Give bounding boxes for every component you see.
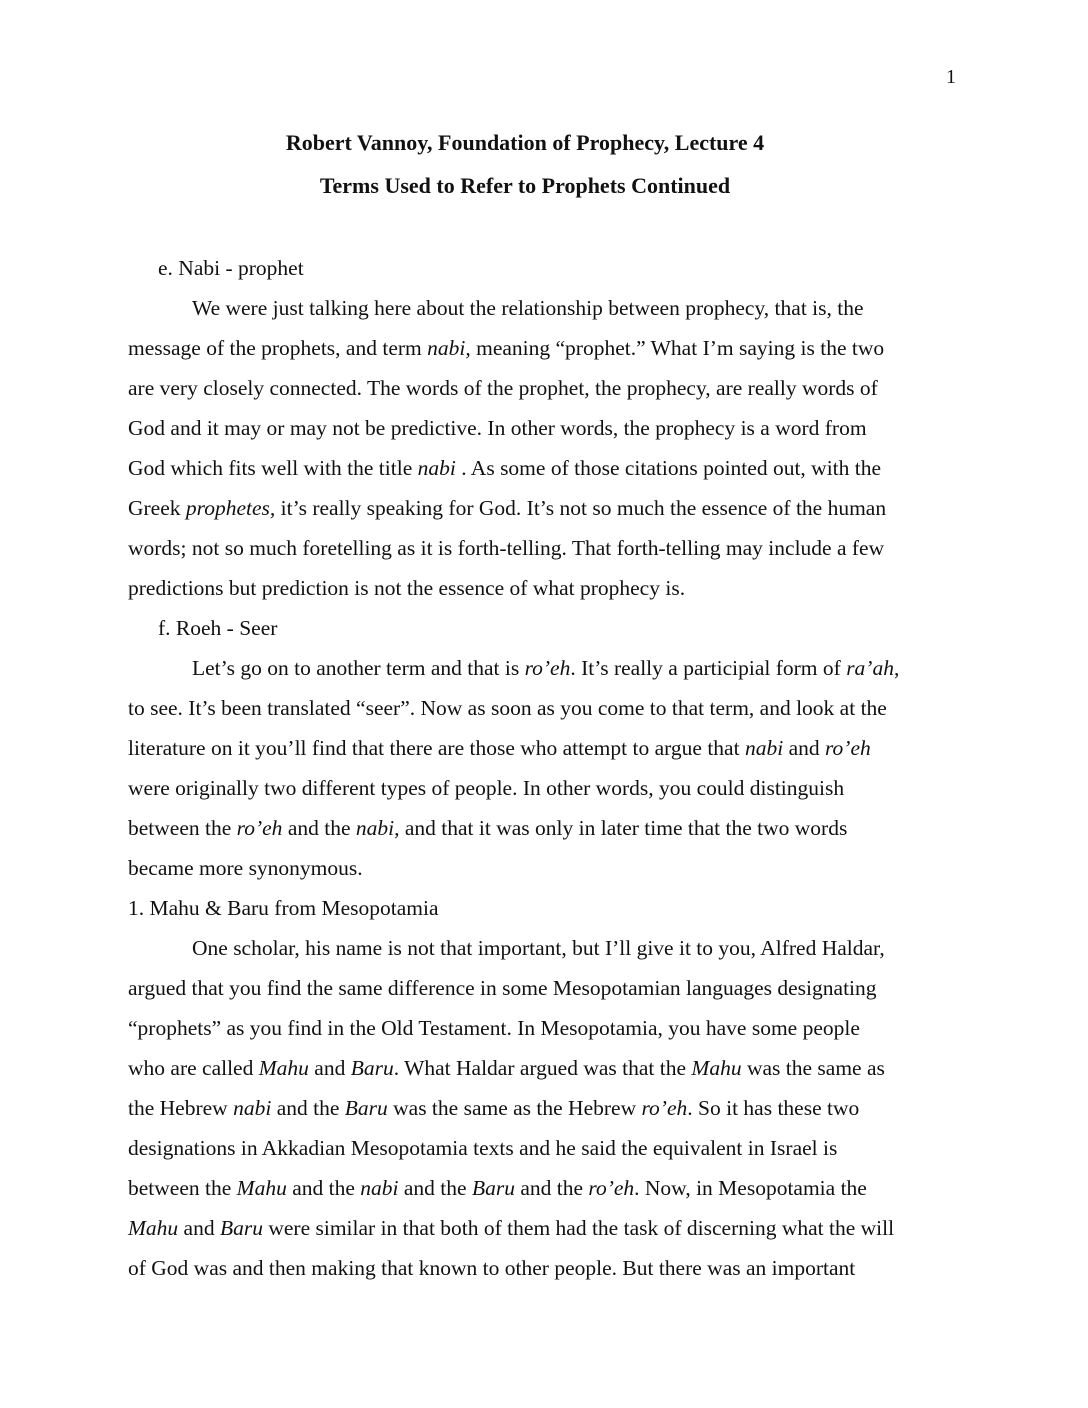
italic-term: prophetes, [185,496,276,520]
text-segment: meaning “prophet.” What I’m saying is the two [470,336,885,360]
text-line [128,694,968,734]
text-segment: . It’s really a participial form of [570,656,847,680]
document-body [128,254,968,1294]
text-segment: were originally two different types of people. In other words, you could distinguish [128,776,845,800]
text-segment: and [178,1216,220,1240]
italic-term: ra’ah [846,656,894,680]
section-heading [128,894,968,934]
text-line [128,334,968,374]
document-title: Robert Vannoy, Foundation of Prophecy, Lecture 4 [285,130,765,155]
text-segment: 1. Mahu & Baru from Mesopotamia [128,896,439,920]
italic-term: Mahu [236,1176,287,1200]
text-line [128,374,968,414]
text-segment: and [308,1056,351,1080]
text-segment: between the [128,1176,237,1200]
italic-term: Baru [219,1216,263,1240]
text-segment: are very closely connected. The words of the prophet, the prophecy, are really words of [128,376,878,400]
section-heading [128,614,968,654]
text-segment: was the same as [741,1056,885,1080]
text-segment: , [893,656,900,680]
text-segment: argued that you find the same difference in some Mesopotamian languages designating [128,976,877,1000]
text-segment: of God was and then making that known to other people. But there was an important [128,1256,856,1280]
italic-term: nabi, [355,816,400,840]
text-line [128,854,968,894]
text-segment: and the [271,1096,345,1120]
text-segment: and the [398,1176,472,1200]
text-segment: predictions but prediction is not the essence of what prophecy is. [128,576,686,600]
text-segment: between the [128,816,237,840]
text-segment: and that it was only in later time that the two words [399,816,848,840]
text-line [128,494,968,534]
text-segment: became more synonymous. [128,856,363,880]
italic-term: Baru [344,1096,388,1120]
italic-term: ro’eh [524,656,571,680]
italic-term: nabi, [427,336,471,360]
text-segment: literature on it you’ll find that there are those who attempt to argue that [128,736,745,760]
text-line [128,1014,968,1054]
text-line [128,534,968,574]
italic-term: ro’eh [236,816,283,840]
italic-term: nabi [417,456,456,480]
text-segment: . Now, in Mesopotamia the [634,1176,867,1200]
italic-term: nabi [233,1096,272,1120]
text-line [128,774,968,814]
text-line [128,414,968,454]
text-segment: e. Nabi - prophet [158,256,304,280]
italic-term: ro’eh [641,1096,688,1120]
text-segment: and the [286,1176,361,1200]
italic-term: ro’eh [588,1176,635,1200]
text-segment: We were just talking here about the relationship between prophecy, that is, the [192,296,864,320]
text-segment: message of the prophets, and term [128,336,428,360]
text-line [128,454,968,494]
text-segment: . What Haldar argued was that the [393,1056,692,1080]
text-segment: God which fits well with the title [128,456,418,480]
text-segment: Greek [128,496,186,520]
text-line [128,934,968,974]
text-line [128,734,968,774]
text-segment: and the [514,1176,589,1200]
text-segment: who are called [128,1056,259,1080]
text-line [128,294,968,334]
text-segment: . So it has these two [687,1096,860,1120]
italic-term: Mahu [258,1056,309,1080]
text-segment: was the same as the Hebrew [387,1096,642,1120]
text-segment: f. Roeh - Seer [158,616,278,640]
text-line [128,1174,968,1214]
text-segment: “prophets” as you find in the Old Testament. In Mesopotamia, you have some people [128,1016,860,1040]
page-number: 1 [946,66,956,88]
text-line [128,974,968,1014]
text-segment: and the [282,816,356,840]
text-segment: designations in Akkadian Mesopotamia texts and he said the equivalent in Israel is [128,1136,838,1160]
text-segment: Let’s go on to another term and that is [192,656,525,680]
text-line [128,1254,968,1294]
text-segment: to see. It’s been translated “seer”. Now as soon as you come to that term, and look at the [128,696,887,720]
text-line [128,1094,968,1134]
text-line [128,814,968,854]
italic-term: Mahu [128,1216,179,1240]
text-line [128,1054,968,1094]
section-heading [128,254,968,294]
text-segment: words; not so much foretelling as it is forth-telling. That forth-telling may include a few [128,536,885,560]
document-subtitle: Terms Used to Refer to Prophets Continued [319,173,731,198]
italic-term: nabi [360,1176,399,1200]
text-segment: One scholar, his name is not that important, but I’ll give it to you, Alfred Haldar, [192,936,885,960]
text-line [128,574,968,614]
text-line [128,654,968,694]
text-segment: were similar in that both of them had the task of discerning what the will [262,1216,895,1240]
text-segment: the Hebrew [128,1096,234,1120]
italic-term: Baru [350,1056,394,1080]
text-segment: and [783,736,825,760]
text-segment: God and it may or may not be predictive. In other words, the prophecy is a word from [128,416,867,440]
text-line [128,1134,968,1174]
text-line [128,1214,968,1254]
italic-term: ro’eh [824,736,871,760]
text-segment: it’s really speaking for God. It’s not so much the essence of the human [275,496,887,520]
italic-term: Mahu [691,1056,742,1080]
italic-term: nabi [744,736,784,760]
text-segment: . As some of those citations pointed out, with the [455,456,882,480]
italic-term: Baru [471,1176,515,1200]
